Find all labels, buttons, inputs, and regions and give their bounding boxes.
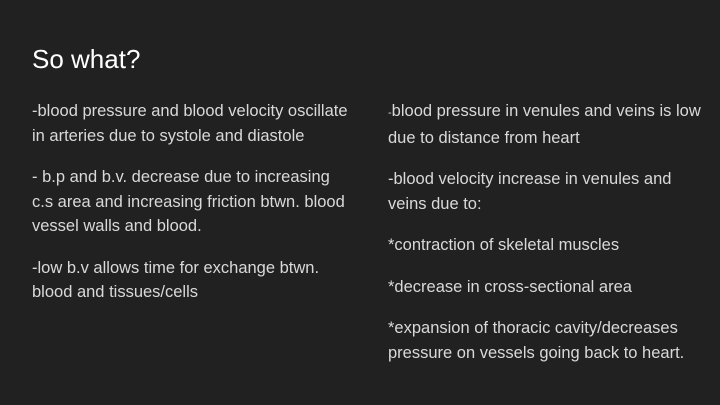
right-paragraph-1 [388,99,706,150]
right-column [388,99,706,365]
left-column [32,99,350,305]
right-paragraph-2: -blood velocity increase in venules and veins due to: [388,170,672,213]
left-paragraph-3: -low b.v allows time for exchange btwn. blood and tissues/cells [32,258,320,301]
right-paragraph-1-text: blood pressure in venules and veins is low due to distance from heart [388,102,701,147]
right-paragraph-5: *expansion of thoracic cavity/decreases pressure on vessels going back to heart. [388,319,685,362]
left-paragraph-1: -blood pressure and blood velocity oscillate in arteries due to systole and diastole [32,102,348,145]
slide-title: So what? [32,44,141,74]
right-paragraph-1-dash: - [388,107,392,119]
right-paragraph-3: *contraction of skeletal muscles [388,236,620,254]
right-paragraph-4: *decrease in cross-sectional area [388,277,632,296]
left-paragraph-2: - b.p and b.v. decrease due to increasing c.s area and increasing friction btwn. blood vessel walls and blood. [32,168,345,235]
